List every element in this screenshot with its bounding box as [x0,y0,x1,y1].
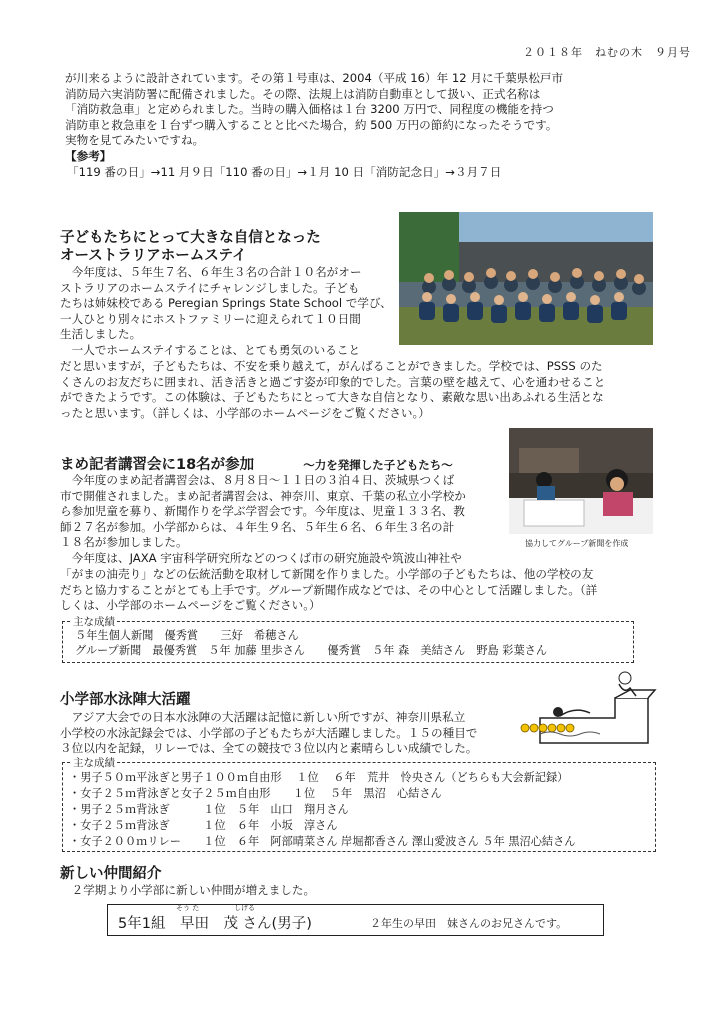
journalism-line: １８名が参加しました。 [60,535,188,550]
swim-results-box [62,757,656,852]
newcomer-heading [60,865,162,883]
swim-line: ３位以内を記録，リレーでは、全ての競技で３位以内と素晴らしい成績でした。 [60,741,478,756]
australia-line: だと思いますが，子どもたちは、不安を乗り越えて，がんばることができました。学校では、PSSS のた [60,359,603,373]
journalism-paragraph-top [60,473,510,567]
australia-line: くさんのお友だちに囲まれ、活き活きと過ごす姿が印象的でした。言葉の壁を越えて、心を通わせること [60,374,606,389]
swim-result-row: ・女子２５ｍ背泳ぎ １位 ６年 小坂 淳さん [69,819,338,832]
australia-paragraph-top [60,265,400,359]
journalism-photo-caption: 協力してグループ新聞を作成 [525,539,629,548]
australia-line: たちは姉妹校である Peregian Springs State School で学び、 [60,296,392,311]
swim-result-row: ・女子２００ｍリレー １位 ６年 阿部晴菜さん 岸堀都香さん 澤山愛波さん ５年 黒沼心結さん [69,835,576,848]
journalism-results-box [62,616,634,663]
journalism-line: 市で開催されました。まめ記者講習会は、神奈川、東京、千葉の私立小学校か [60,488,466,503]
journalism-workshop-photo [509,428,653,534]
journalism-line: 今年度のまめ記者講習会は、８月８日～１１日の３泊４日、茨城県つくば [60,473,455,487]
swimmer-illustration [520,668,660,748]
swim-paragraph [60,710,530,757]
swim-line: アジア大会での日本水泳陣の大活躍は記憶に新しい所ですが、神奈川県私立 [60,710,466,724]
name-ruby-sota: そう た [176,904,200,912]
intro-line: 実物を見てみたいですね。 [65,133,205,148]
journalism-line: ら参加児童を募り、新聞作りを学ぶ学習会です。今年度は、児童１３３名、教 [60,504,465,519]
journalism-line: 師２７名が参加。小学部からは、４年生９名、５年生６名、６年生３名の計 [60,519,455,534]
intro-line: 消防局六実消防署に配備されました。その際、法規上は消防自動車として扱い、正式名称は [65,86,541,101]
swim-result-row: ・男子５０ｍ平泳ぎと男子１００ｍ自由形 １位 ６年 荒井 怜央さん（どちらも大会新記録） [69,771,569,784]
swim-heading [60,691,191,709]
australia-paragraph-bottom [60,359,660,421]
journalism-title: まめ記者講習会に18名が参加 [60,457,255,473]
australia-heading [60,229,395,265]
journalism-line: 「がまの油売り」などの伝統活動を取材して新聞を作りました。小学部の子どもたちは、他の学校の友 [60,567,594,581]
journalism-line: 今年度は、JAXA 宇宙科学研究所などのつくば市の研究施設や筑波山神社や [60,550,462,565]
swim-result-row: ・男子２５ｍ背泳ぎ １位 ５年 山口 翔月さん [69,803,349,816]
swim-line: 小学校の水泳記録会では、小学部の子どもたちが大活躍しました。１５の種目で [60,725,478,740]
australia-line: 生活しました。 [60,327,142,342]
group-photo-graphic [399,212,653,345]
australia-line: 今年度は、５年生７名、６年生３名の合計１０名がオー [60,265,362,279]
newcomer-intro [60,883,315,899]
australia-line: ったと思います。（詳しくは、小学部のホームページをご覧ください。） [60,405,430,420]
australia-title-line1: 子どもたちにとって大きな自信となった [60,230,321,246]
swim-results-label: 主な成績 [73,757,115,769]
swimming-pool-graphic [520,668,660,748]
journalism-paragraph-bottom [60,567,660,614]
australia-line: ストラリアのホームステイにチャレンジしました。子ども [60,280,360,295]
journalism-results-label: 主な成績 [73,616,115,628]
australia-title-line2: オーストラリアホームステイ [60,248,247,264]
swim-title: 小学部水泳陣大活躍 [60,692,191,708]
australia-line: 一人でホームステイすることは、とても勇気のいること [60,342,361,357]
swim-result-row: ・女子２５ｍ背泳ぎと女子２５ｍ自由形 １位 ５年 黒沼 心結さん [69,787,442,800]
reference-label: 【参考】 [65,148,112,163]
journalism-line: しくは、小学部のホームページをご覧ください。） [60,598,321,613]
homestay-group-photo [399,212,653,345]
newcomer-note: ２年生の早田 妹さんのお兄さんです。 [370,917,568,930]
workshop-photo-graphic [509,428,653,534]
journalism-heading [60,454,505,474]
journalism-result-row: グループ新聞 最優秀賞 ５年 加藤 里歩さん 優秀賞 ５年 森 美結さん 野島 彩葉さん [75,644,548,657]
newcomer-name: 5年1組 早田 茂 さん(男子) [118,916,312,932]
journalism-line: だちと協力することがとても上手です。グループ新聞作成などでは、その中心として活躍しました。（詳 [60,582,598,597]
reference-line: 「119 番の日」→11 月９日「110 番の日」→１月 10 日「消防記念日」→３月７日 [67,164,502,179]
journalism-result-row: ５年生個人新聞 優秀賞 三好 希穂さん [75,629,299,642]
newcomer-line: ２学期より小学部に新しい仲間が増えました。 [60,883,316,897]
journalism-subtitle: ～力を発揮した子どもたち～ [303,458,453,472]
australia-line: ができたようです。この体験は、子どもたちにとって大きな自信となり、素敵な思い出あふれる生活とな [60,390,604,405]
intro-line: 消防車と救急車を１台ずつ購入することと比べた場合，約 500 万円の節約になったそうです。 [65,117,558,132]
intro-line: が川来るように設計されています。その第１号車は、2004（平成 16）年 12 月に千葉県松戸市 [65,71,564,85]
name-ruby-shigeru: しげる [234,904,255,912]
newcomer-name-box [107,904,604,936]
intro-line: 「消防救急車」と定められました。当時の購入価格は１台 3200 万円で、同程度の機能を持つ [65,102,554,117]
australia-line: 一人ひとり別々にホストファミリーに迎えられて１０日間 [60,311,361,326]
intro-paragraph [65,71,665,180]
newcomer-title: 新しい仲間紹介 [60,866,162,882]
issue-header: ２０１８年 ねむの木 ９月号 [523,46,691,59]
